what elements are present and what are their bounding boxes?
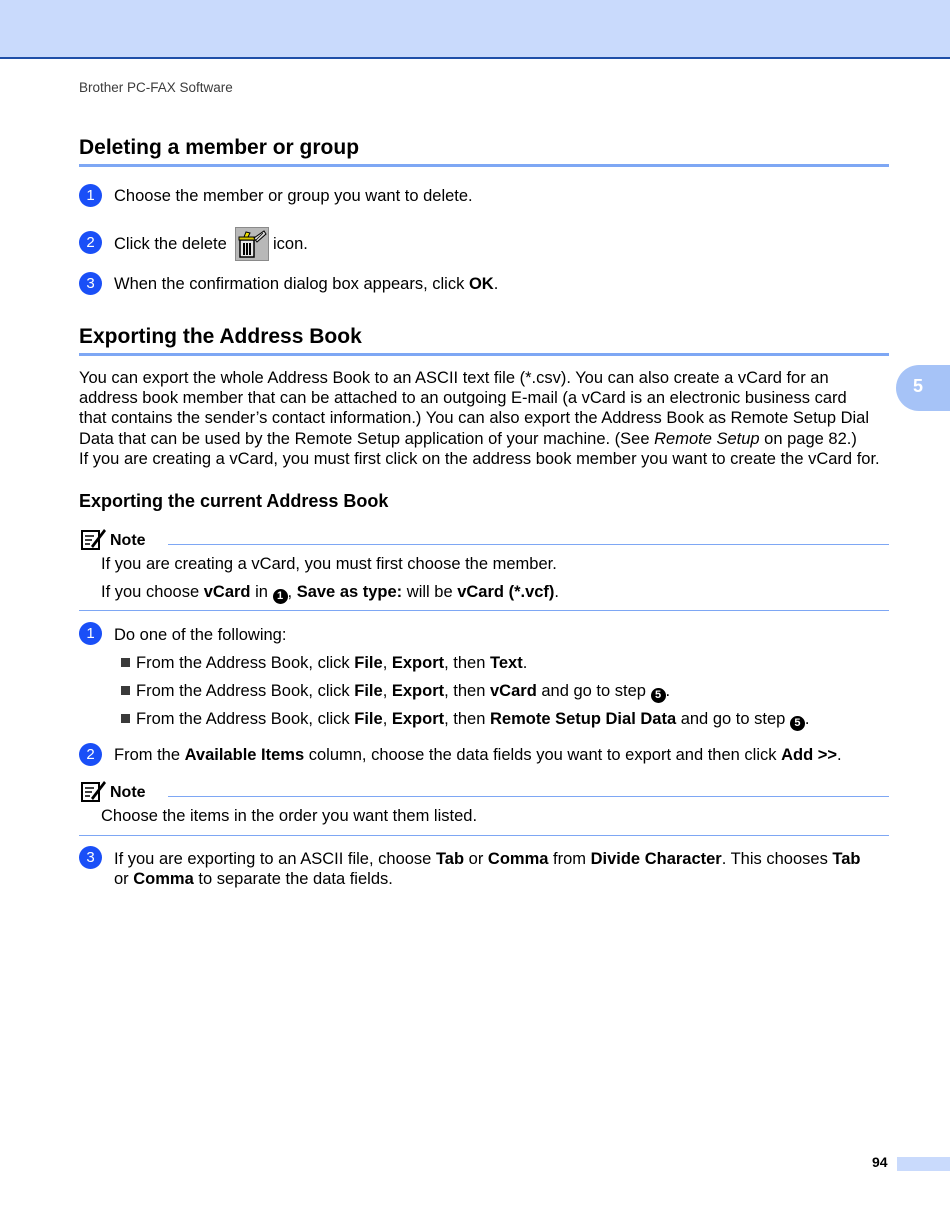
- note-text: If you are creating a vCard, you must first choose the member.: [101, 555, 557, 573]
- step-text: If you are exporting to an ASCII file, choose Tab or Comma from Divide Character. This chooses Tab: [114, 850, 861, 868]
- step-number: 1: [79, 622, 102, 645]
- running-header: Brother PC-FAX Software: [79, 80, 233, 95]
- step-text-before: Click the delete: [114, 235, 227, 253]
- step-number: 2: [79, 231, 102, 254]
- note-label: Note: [110, 784, 146, 801]
- note-rule: [168, 544, 889, 545]
- step-number: 2: [79, 743, 102, 766]
- bullet-text: From the Address Book, click File, Export, then Remote Setup Dial Data and go to step 5 .: [136, 710, 810, 729]
- section-title-export: Exporting the Address Book: [79, 325, 362, 348]
- note-icon: [80, 779, 106, 803]
- bullet-marker: [121, 686, 130, 695]
- step-ref-badge: 5: [651, 688, 666, 703]
- top-header-band: [0, 0, 950, 59]
- note-rule: [168, 796, 889, 797]
- note-end-rule: [79, 610, 889, 611]
- note-end-rule: [79, 835, 889, 836]
- step-text-continued: or Comma to separate the data fields.: [114, 870, 393, 888]
- bullet-text: From the Address Book, click File, Export, then vCard and go to step 5 .: [136, 682, 671, 701]
- note-label: Note: [110, 532, 146, 549]
- delete-icon: [235, 227, 269, 261]
- step-number: 3: [79, 846, 102, 869]
- step-text: From the Available Items column, choose the data fields you want to export and then click Add >>.: [114, 746, 842, 764]
- note-icon: [80, 527, 106, 551]
- step-text-after: icon.: [273, 235, 308, 253]
- step-ref-badge: 1: [273, 589, 288, 604]
- step-text: When the confirmation dialog box appears, click OK.: [114, 275, 499, 293]
- section-rule: [79, 164, 889, 167]
- step-text: Choose the member or group you want to delete.: [114, 187, 473, 205]
- bullet-marker: [121, 658, 130, 667]
- bullet-marker: [121, 714, 130, 723]
- chapter-tab-number: 5: [913, 376, 924, 396]
- section-title-delete: Deleting a member or group: [79, 136, 360, 159]
- section-rule: [79, 353, 889, 356]
- page-number: 94: [872, 1154, 888, 1170]
- step-text: Do one of the following:: [114, 626, 287, 644]
- step-ref-badge: 5: [790, 716, 805, 731]
- page-number-bar: [897, 1157, 950, 1171]
- note-text: Choose the items in the order you want them listed.: [101, 807, 478, 825]
- subsection-title: Exporting the current Address Book: [79, 491, 389, 511]
- intro-paragraph: You can export the whole Address Book to an ASCII text file (*.csv). You can also create a vCard for an address book member that can be attached to an outgoing E-mail (a vCard is an electronic business card that contains the sender’s contact information.) You can also export the Address Book as Remote Setup Dial Data that can be used by the Remote Setup application of your machine. (See Remote Setup on page 82.) If you are creating a vCard, you must first click on the address book member you want to create the vCard for.: [79, 369, 880, 468]
- chapter-tab: [896, 365, 950, 411]
- step-number: 3: [79, 272, 102, 295]
- note-text: If you choose vCard in 1 , Save as type: will be vCard (*.vcf).: [101, 583, 560, 602]
- step-number: 1: [79, 184, 102, 207]
- bullet-text: From the Address Book, click File, Export, then Text.: [136, 654, 528, 672]
